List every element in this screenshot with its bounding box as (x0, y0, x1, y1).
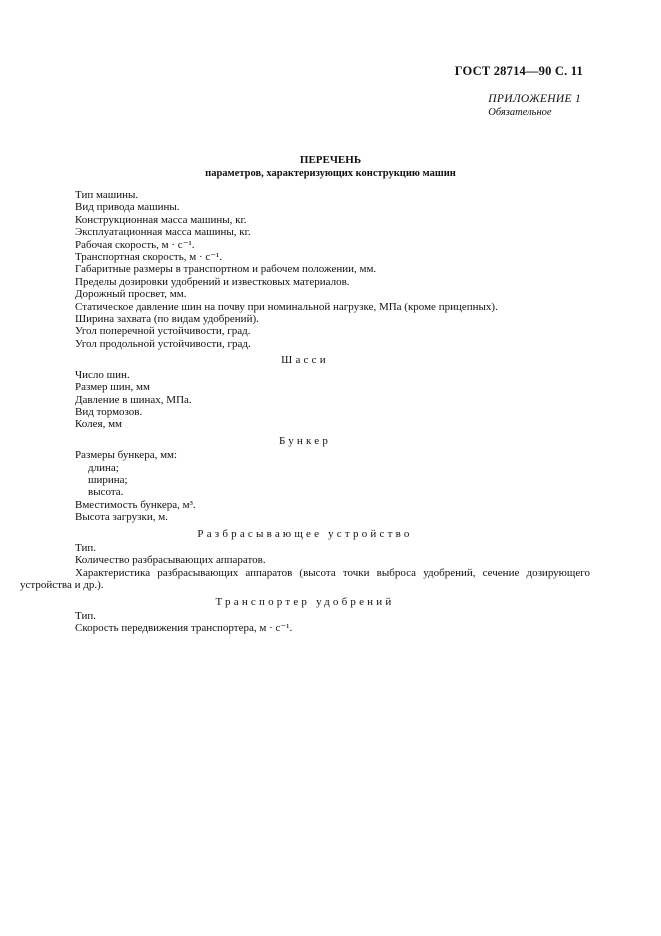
section-heading-chassis: Шасси (281, 354, 329, 367)
param-item: Вид привода машины. (75, 201, 180, 214)
chassis-item: Колея, мм (75, 418, 122, 431)
chassis-item: Вид тормозов. (75, 405, 143, 418)
param-item: Рабочая скорость, м · с⁻¹. (75, 238, 195, 251)
bunker-item: Высота загрузки, м. (75, 511, 168, 524)
appendix-block (488, 92, 581, 120)
bunker-subitem: высота. (88, 486, 124, 499)
param-item: Дорожный просвет, мм. (75, 288, 187, 301)
appendix-title: ПРИЛОЖЕНИЕ 1 (488, 93, 581, 105)
param-item: Пределы дозировки удобрений и известковых материалов. (75, 275, 350, 288)
bunker-item: Вместимость бункера, м³. (75, 498, 196, 511)
title-main: ПЕРЕЧЕНЬ (299, 154, 362, 166)
conveyor-item: Тип. (75, 610, 96, 622)
chassis-item: Число шин. (75, 368, 130, 381)
page-header-code: ГОСТ 28714—90 С. 11 (454, 64, 583, 78)
bunker-item: Размеры бункера, мм: (75, 449, 178, 462)
section-heading-spreader: Разбрасывающее устройство (197, 527, 413, 540)
param-item: Ширина захвата (по видам удобрений). (75, 313, 259, 326)
param-item: Эксплуатационная масса машины, кг. (75, 226, 251, 239)
spreader-item: Количество разбрасывающих аппаратов. (75, 554, 266, 567)
chassis-item: Размер шин, мм (75, 381, 150, 394)
bunker-subitem: длина; (88, 461, 119, 474)
document-title (0, 154, 661, 180)
param-item: Статическое давление шин на почву при номинальной нагрузке, МПа (кроме прицепных). (75, 300, 498, 313)
param-item: Конструкционная масса машины, кг. (75, 213, 247, 226)
title-subtitle: параметров, характеризующих конструкцию машин (205, 168, 456, 179)
bunker-subitem: ширина; (88, 473, 128, 486)
parameter-list (20, 189, 590, 635)
section-heading-bunker: Бункер (278, 434, 332, 447)
param-item: Угол поперечной устойчивости, град. (75, 325, 251, 338)
appendix-subtitle: Обязательное (488, 107, 552, 118)
spreader-item: Характеристика разбрасывающих аппаратов (высота точки выброса удобрений, сечение дозирующего устройства и др.). (20, 566, 590, 592)
conveyor-item: Скорость передвижения транспортера, м · с⁻¹. (75, 622, 293, 635)
param-item: Тип машины. (75, 189, 139, 201)
spreader-item: Тип. (75, 541, 96, 554)
param-item: Угол продольной устойчивости, град. (75, 337, 251, 350)
param-item: Габаритные размеры в транспортном и рабочем положении, мм. (75, 263, 377, 276)
chassis-item: Давление в шинах, МПа. (75, 393, 192, 406)
param-item: Транспортная скорость, м · с⁻¹. (75, 251, 223, 264)
section-heading-conveyor: Транспортер удобрений (215, 595, 395, 608)
